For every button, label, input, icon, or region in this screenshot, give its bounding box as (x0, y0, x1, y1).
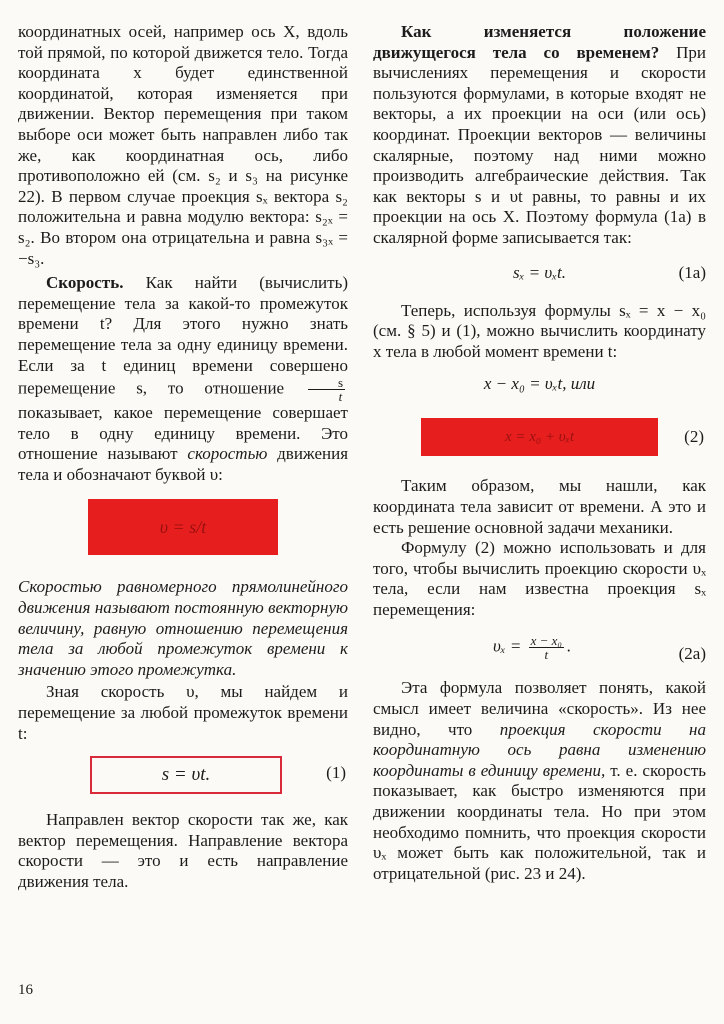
formula-v-box: υ = s/t (88, 499, 278, 555)
definition-speed: Скоростью равномерного прямолинейного движения называют постоянную векторную величину, равную отношению перемещения тела за любой промежуток времени к значению этого промежутка. (18, 577, 348, 679)
paragraph: Таким образом, мы нашли, как координата тела зависит от времени. А это и есть решение основной задачи механики. (373, 476, 706, 537)
speed-paragraph: Скорость. Как найти (вычислить) перемещение тела за какой-то промежуток времени t? Для этого нужно знать перемещение тела за одну единицу времени. Если за t единиц времени совершено перемещение s, то отношение $\frac{s}{t}$ показывает, какое перемещение совершает тело в одну единицу времени. Это отношение называют скоростью движения тела и обозначают буквой υ: (18, 273, 349, 484)
paragraph: Теперь, используя формулы sₓ = x − x₀ (см. § 5) и (1), можно вычислить координату x тела в любой момент времени t: (373, 300, 706, 361)
section-heading-speed: Скорость. (46, 273, 124, 293)
formula-2a-fraction: $\frac{\text{x − x₀}}{t}$ (530, 633, 562, 663)
formula-intermediate: x − x₀ = υₓt, или (483, 374, 596, 394)
paragraph: Направлен вектор скорости так же, как вектор перемещения. Направление вектора скорости — это и есть направление движения тела. (18, 810, 348, 891)
page-number: 16 (18, 982, 33, 998)
meaning-paragraph: Эта формула позволяет понять, какой смысл имеет величина «скорость». Из нее видно, что проекция скорости на координатную ось равна изменению координаты в единицу времени, т. е. скорость показывает, как быстро изменяются при движении координаты тела. Но при этом необходимо помнить, что проекция скорости υₓ может быть как положительной, так и отрицательной (рис. 23 и 24). (373, 678, 707, 883)
paragraph: координатных осей, например ось X, вдоль той прямой, по которой движется тело. Тогда координата x будет единственной координатой, которая изменяется при движении. Вектор перемещения при таком выборе оси может быть направлен либо так же, как координатная ось, либо противоположно ей (см. s₂ и s₃ на рисунке 22). В первом случае проекция sₓ вектора s₂ положительна и равна модулю вектора: s₂ₓ = s₂. Во втором она отрицательна и равна s₃ₓ = −s₃. (18, 22, 348, 268)
paragraph: Зная скорость υ, мы найдем и перемещение за любой промежуток времени t: (18, 682, 348, 743)
formula-2-row (373, 418, 706, 462)
right-column (373, 22, 706, 884)
formula-2-tag: (2) (684, 427, 704, 447)
term-speed: скоростью (187, 444, 268, 464)
formula-2a: υₓ = $\frac{\text{x − x₀}}{t}$ . (2a) (493, 633, 706, 664)
position-paragraph: Как изменяется положение движущегося тела со временем? При вычислениях перемещения и скорости пользуются формулами, в которые входят не векторы, а их проекции на оси (или ось) координат. Проекции векторов — величины скалярные, поэтому над ними можно производить алгебраические действия. Так как векторы s и υt равны, то равны и их проекции на ось X. Поэтому формула (1а) в скалярной форме записывается так: (373, 22, 707, 247)
formula-1a: sₓ = υₓt. (1a) (512, 262, 706, 282)
formula-1-box: s = υt. (90, 756, 282, 794)
formula-1-tag: (1) (326, 763, 346, 783)
formula-2a-tag: (2a) (678, 644, 706, 664)
ratio-fraction: $\frac{s}{t}$ (308, 376, 345, 403)
section-heading-position: Как изменяется положение движущегося тела со временем? (373, 22, 706, 62)
paragraph: Формулу (2) можно использовать и для того, чтобы вычислить проекцию скорости υₓ тела, если нам известна проекция sₓ перемещения: (373, 538, 706, 619)
formula-2-box: x = x₀ + υₓt (421, 418, 658, 456)
formula-1-row (18, 756, 348, 796)
key-statement: проекция скорости на координатную ось равна изменению координаты в единицу времени, (373, 719, 706, 780)
formula-1a-tag: (1a) (678, 262, 706, 282)
left-column (18, 22, 348, 893)
